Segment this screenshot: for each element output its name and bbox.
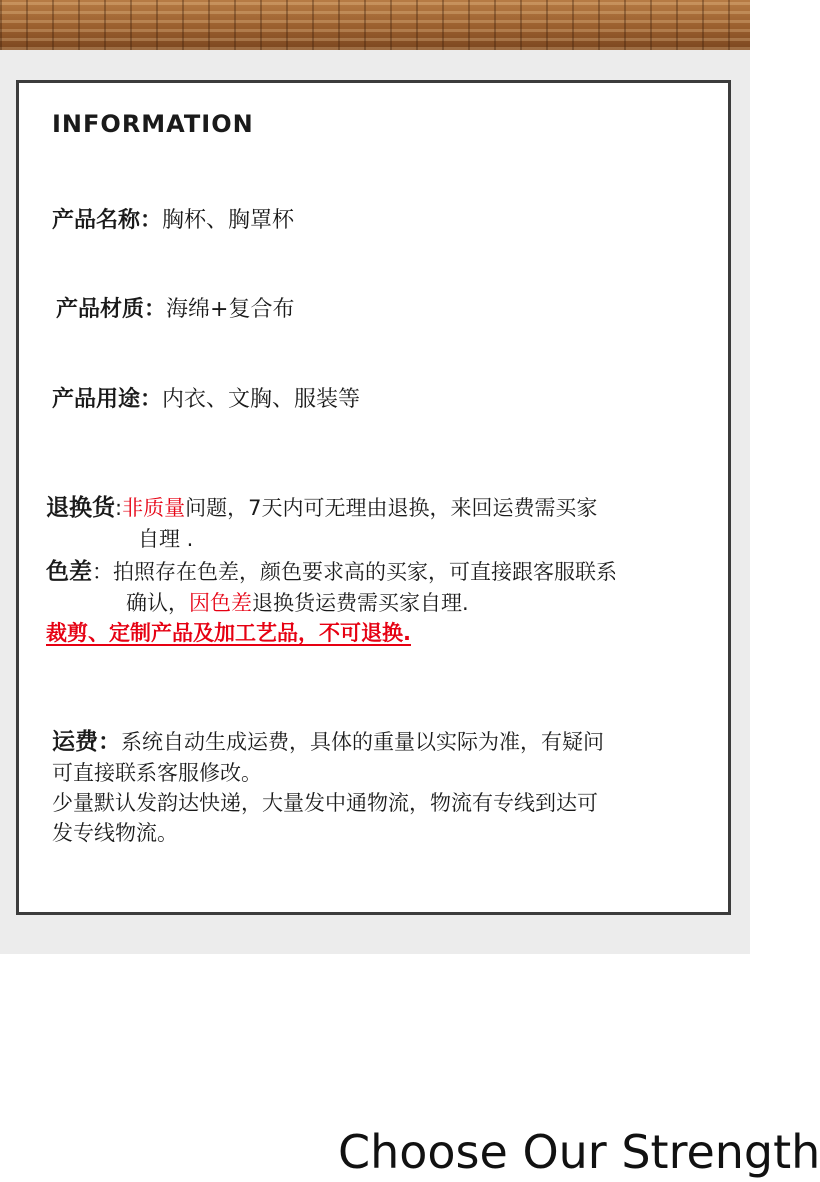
returns-highlight: 非质量 bbox=[122, 496, 186, 520]
strength-title: Choose Our Strength bbox=[338, 1125, 820, 1179]
usage-row bbox=[52, 385, 360, 415]
bamboo-banner-image bbox=[0, 0, 750, 50]
color-diff-text: 拍照存在色差，颜色要求高的买家，可直接跟客服联系 bbox=[113, 560, 617, 584]
material-row bbox=[56, 295, 294, 325]
product-name-row bbox=[52, 206, 294, 236]
color-diff-line2-highlight: 因色差 bbox=[189, 591, 252, 615]
returns-line2: 自理 . bbox=[138, 527, 194, 551]
color-diff-label: 色差 bbox=[46, 559, 92, 585]
color-diff-colon: ： bbox=[92, 560, 113, 584]
shipping-line1: 系统自动生成运费，具体的重量以实际为准，有疑问 bbox=[121, 730, 604, 754]
color-diff-line2 bbox=[126, 588, 469, 618]
product-name-label: 产品名称： bbox=[52, 208, 163, 233]
color-diff-line2-text: 退换货运费需买家自理. bbox=[252, 591, 469, 615]
shipping-line2: 可直接联系客服修改。 bbox=[52, 761, 262, 785]
shipping-label: 运费： bbox=[52, 729, 121, 755]
returns-text: 问题，7天内可无理由退换，来回运费需买家 bbox=[185, 496, 598, 520]
shipping-line3: 少量默认发韵达快递，大量发中通物流，物流有专线到达可 bbox=[52, 791, 598, 815]
product-name-value: 胸杯、胸罩杯 bbox=[162, 208, 295, 233]
no-return-warning: 裁剪、定制产品及加工艺品，不可退换. bbox=[46, 621, 411, 645]
color-diff-row bbox=[46, 557, 617, 587]
material-label: 产品材质： bbox=[56, 297, 167, 322]
returns-colon: : bbox=[115, 496, 123, 520]
information-heading: INFORMATION bbox=[52, 110, 254, 138]
returns-row bbox=[46, 493, 597, 523]
usage-value: 内衣、文胸、服装等 bbox=[162, 387, 361, 412]
shipping-row bbox=[52, 727, 604, 757]
shipping-line4: 发专线物流。 bbox=[52, 821, 178, 845]
color-diff-line2-prefix: 确认， bbox=[126, 591, 189, 615]
returns-label: 退换货 bbox=[46, 495, 115, 521]
usage-label: 产品用途： bbox=[52, 387, 163, 412]
material-value: 海绵+复合布 bbox=[166, 297, 295, 322]
